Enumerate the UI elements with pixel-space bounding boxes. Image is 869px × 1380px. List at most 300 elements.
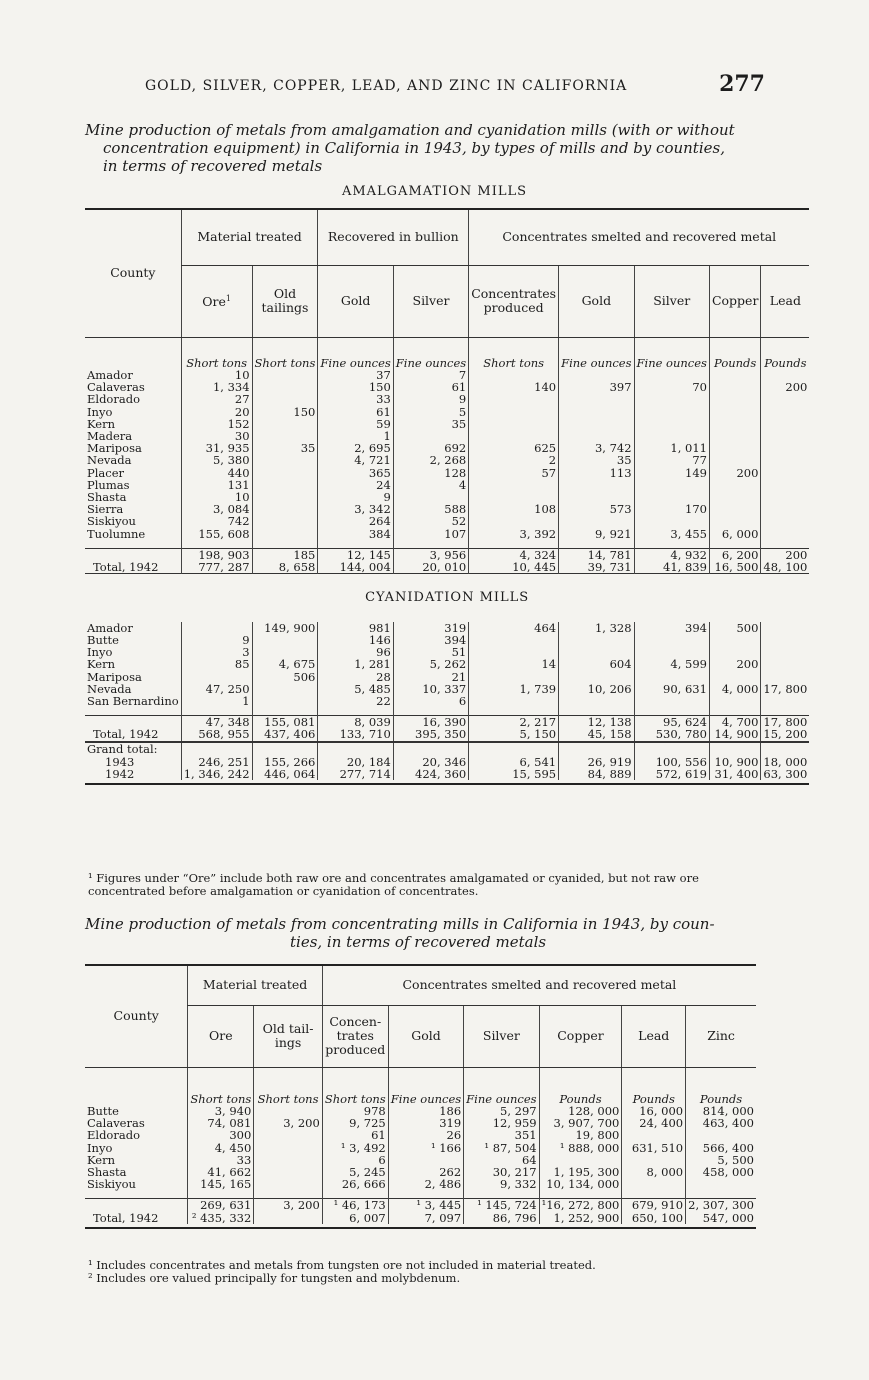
value-cell: 28 [318, 671, 393, 683]
value-cell: 692 [393, 442, 468, 454]
total-value: 7, 097 [388, 1212, 463, 1224]
value-cell: 52 [393, 515, 468, 527]
value-cell [469, 479, 559, 491]
value-cell: 2, 486 [388, 1178, 463, 1190]
units-row [85, 337, 809, 369]
county-cell: Eldorado [87, 1128, 140, 1143]
value-cell: 26, 919 [559, 756, 634, 768]
total-value: 12, 138 [559, 716, 634, 729]
copper-header: Copper [709, 265, 760, 337]
value-cell: 4, 450 [188, 1142, 254, 1154]
value-cell: 2, 268 [393, 454, 468, 466]
total-value: 155, 081 [252, 716, 318, 729]
unit-label: Pounds [622, 1067, 686, 1105]
county-cell: Calaveras [87, 380, 145, 395]
total-value: 14, 900 [709, 728, 760, 741]
value-cell: 1 [318, 430, 393, 442]
value-cell [709, 515, 760, 527]
value-cell [622, 1129, 686, 1141]
value-cell: 1, 281 [318, 658, 393, 670]
value-cell: 4, 675 [252, 658, 318, 670]
value-cell: 63, 300 [761, 768, 809, 780]
value-cell: 5, 245 [322, 1166, 388, 1178]
value-cell: 31, 935 [181, 442, 252, 454]
value-cell [559, 671, 634, 683]
amalgamation-row [85, 454, 809, 466]
value-cell: 262 [388, 1166, 463, 1178]
value-cell [252, 634, 318, 646]
value-cell: 35 [393, 418, 468, 430]
value-cell: 41, 662 [188, 1166, 254, 1178]
value-cell [761, 430, 809, 442]
county-cell: Madera [87, 429, 133, 444]
value-cell [761, 454, 809, 466]
value-cell: 4 [393, 479, 468, 491]
table-caption-1 [85, 121, 765, 175]
value-cell: 506 [252, 671, 318, 683]
value-cell: 2, 695 [318, 442, 393, 454]
concentrating-row [85, 1178, 756, 1190]
cyanidation-section-title: CYANIDATION MILLS [85, 574, 809, 622]
value-cell: 3, 907, 700 [539, 1117, 622, 1129]
value-cell: 7 [393, 369, 468, 381]
total-value: 8, 658 [252, 561, 318, 574]
value-cell [254, 1166, 323, 1178]
county-cell: Inyo [87, 1140, 113, 1155]
value-cell: 146 [318, 634, 393, 646]
value-cell: 3, 392 [469, 528, 559, 540]
value-cell: 20, 184 [318, 756, 393, 768]
value-cell: 572, 619 [634, 768, 709, 780]
value-cell: 61 [318, 406, 393, 418]
value-cell: 33 [318, 393, 393, 405]
value-cell [709, 406, 760, 418]
silver-header: Silver [393, 265, 468, 337]
value-cell: 463, 400 [686, 1117, 756, 1129]
value-cell: 128 [393, 467, 468, 479]
value-cell: 3, 455 [634, 528, 709, 540]
total-value: 41, 839 [634, 561, 709, 574]
value-cell [709, 454, 760, 466]
amalgamation-row [85, 503, 809, 515]
value-cell: 978 [322, 1105, 388, 1117]
value-cell: ¹ 888, 000 [539, 1142, 622, 1154]
total-value: 269, 631 [188, 1199, 254, 1212]
material-treated-header: Material treated [181, 209, 318, 265]
county-cell: Tuolumne [87, 526, 146, 541]
total-value: 4, 932 [634, 548, 709, 561]
total-value: 5, 150 [469, 728, 559, 741]
total-value: 4, 700 [709, 716, 760, 729]
zinc-header-2: Zinc [686, 1005, 756, 1067]
footnote-2 [88, 1259, 758, 1285]
county-cell: Mariposa [87, 669, 142, 684]
value-cell [252, 515, 318, 527]
value-cell: 30 [181, 430, 252, 442]
total-value: 185 [252, 548, 318, 561]
copper-header-2: Copper [539, 1005, 622, 1067]
value-cell: 1, 346, 242 [181, 768, 252, 780]
value-cell: 20, 346 [393, 756, 468, 768]
total-value: 2, 307, 300 [686, 1199, 756, 1212]
county-cell: Nevada [87, 681, 132, 696]
value-cell [686, 1129, 756, 1141]
value-cell [469, 634, 559, 646]
value-cell [252, 393, 318, 405]
value-cell: 57 [469, 467, 559, 479]
value-cell: 10, 206 [559, 683, 634, 695]
units-row-2 [85, 1067, 756, 1105]
value-cell: 61 [322, 1129, 388, 1141]
county-cell: Kern [87, 1152, 115, 1167]
cyanidation-row [85, 695, 809, 707]
total-value: 568, 955 [181, 728, 252, 741]
value-cell: 47, 250 [181, 683, 252, 695]
value-cell [469, 695, 559, 707]
value-cell: 440 [181, 467, 252, 479]
value-cell: 1 [181, 695, 252, 707]
value-cell: 128, 000 [539, 1105, 622, 1117]
footnote-1 [88, 872, 758, 898]
total-value [254, 1212, 323, 1224]
total-value: 3, 200 [254, 1199, 323, 1212]
county-cell: Placer [87, 465, 125, 480]
unit-label: Short tons [469, 337, 559, 369]
total-value: 86, 796 [464, 1212, 539, 1224]
value-cell: 155, 608 [181, 528, 252, 540]
value-cell: 12, 959 [464, 1117, 539, 1129]
caption-line: Mine production of metals from concentrating mills in California in 1943, by coun- [85, 915, 715, 933]
value-cell: 27 [181, 393, 252, 405]
value-cell [254, 1129, 323, 1141]
county-cell: Nevada [87, 453, 132, 468]
value-cell: 140 [469, 381, 559, 393]
county-header: County [85, 209, 181, 337]
total-value: 395, 350 [393, 728, 468, 741]
value-cell: 588 [393, 503, 468, 515]
value-cell: 31, 400 [709, 768, 760, 780]
county-cell: Siskiyou [87, 1177, 136, 1192]
total-value: 48, 100 [761, 561, 809, 574]
county-cell: Shasta [87, 1165, 127, 1180]
value-cell: 35 [559, 454, 634, 466]
value-cell: 3 [181, 646, 252, 658]
gold-recovered-header: Gold [559, 265, 634, 337]
lead-header-2: Lead [622, 1005, 686, 1067]
value-cell: 631, 510 [622, 1142, 686, 1154]
total-value: 777, 287 [181, 561, 252, 574]
grand-total-row [85, 756, 809, 768]
footnote-line: ¹ Includes concentrates and metals from tungsten ore not included in material treated. [88, 1258, 596, 1272]
total-value: 4, 324 [469, 548, 559, 561]
value-cell [709, 479, 760, 491]
value-cell: 9, 725 [322, 1117, 388, 1129]
amalgamation-row [85, 528, 809, 540]
value-cell: 9 [181, 634, 252, 646]
value-cell [634, 479, 709, 491]
total-value: 2, 217 [469, 716, 559, 729]
value-cell [634, 393, 709, 405]
value-cell: 2 [469, 454, 559, 466]
amalgamation-row [85, 479, 809, 491]
county-cell: San Bernardino [87, 693, 179, 708]
value-cell: 1, 328 [559, 622, 634, 634]
value-cell: 500 [709, 622, 760, 634]
value-cell: 319 [388, 1117, 463, 1129]
value-cell [634, 406, 709, 418]
county-cell: 1942 [105, 766, 135, 781]
value-cell [761, 418, 809, 430]
value-cell [252, 454, 318, 466]
concentrating-row [85, 1142, 756, 1154]
county-cell: Eldorado [87, 392, 140, 407]
total-value: 198, 903 [181, 548, 252, 561]
county-cell: Inyo [87, 404, 113, 419]
total-label: Total, 1942 [93, 560, 159, 575]
total-value: 15, 200 [761, 728, 809, 741]
unit-label: Fine ounces [393, 337, 468, 369]
value-cell: 3, 200 [254, 1117, 323, 1129]
old-tailings-header-2: Old tail-ings [254, 1005, 323, 1067]
silver-header-2: Silver [464, 1005, 539, 1067]
concentrates-group-header: Concentrates smelted and recovered metal [469, 209, 810, 265]
total-value: 530, 780 [634, 728, 709, 741]
value-cell: ¹ 3, 492 [322, 1142, 388, 1154]
value-cell [559, 695, 634, 707]
value-cell: 5, 485 [318, 683, 393, 695]
unit-label: Short tons [188, 1067, 254, 1105]
value-cell [709, 695, 760, 707]
total-value: 16, 500 [709, 561, 760, 574]
value-cell: 22 [318, 695, 393, 707]
value-cell: 59 [318, 418, 393, 430]
value-cell [709, 503, 760, 515]
total-value: 20, 010 [393, 561, 468, 574]
county-cell: Mariposa [87, 441, 142, 456]
total-value: 679, 910 [622, 1199, 686, 1212]
value-cell [559, 634, 634, 646]
unit-label: Pounds [761, 337, 809, 369]
grand-total-label-row: Grand total: [85, 742, 809, 756]
value-cell [252, 418, 318, 430]
value-cell: 149 [634, 467, 709, 479]
gold-header: Gold [318, 265, 393, 337]
value-cell [761, 479, 809, 491]
value-cell: 186 [388, 1105, 463, 1117]
value-cell [709, 393, 760, 405]
value-cell: 1, 011 [634, 442, 709, 454]
unit-label: Short tons [322, 1067, 388, 1105]
cyanidation-row [85, 634, 809, 646]
total-value: 547, 000 [686, 1212, 756, 1224]
county-cell: 1943 [105, 754, 135, 769]
value-cell: ¹ 166 [388, 1142, 463, 1154]
material-treated-header-2: Material treated [188, 965, 322, 1005]
value-cell [709, 491, 760, 503]
concentrating-total-1942-row [85, 1212, 756, 1224]
concentrating-row [85, 1129, 756, 1141]
old-tailings-header: Old tailings [252, 265, 318, 337]
total-value: 200 [761, 548, 809, 561]
value-cell: 424, 360 [393, 768, 468, 780]
value-cell: 107 [393, 528, 468, 540]
amalgamation-row [85, 515, 809, 527]
value-cell [559, 479, 634, 491]
value-cell [761, 671, 809, 683]
value-cell: 131 [181, 479, 252, 491]
amalgamation-section-title: AMALGAMATION MILLS [341, 184, 528, 199]
value-cell: 51 [393, 646, 468, 658]
value-cell [469, 418, 559, 430]
total-value: 144, 004 [318, 561, 393, 574]
total-value: 47, 348 [181, 716, 252, 729]
value-cell [709, 634, 760, 646]
unit-label: Pounds [686, 1067, 756, 1105]
value-cell [559, 393, 634, 405]
total-value: 437, 406 [252, 728, 318, 741]
page-number: 277 [719, 71, 765, 97]
value-cell [252, 479, 318, 491]
caption-line: Mine production of metals from amalgamation and cyanidation mills (with or without [85, 121, 735, 139]
value-cell: 85 [181, 658, 252, 670]
unit-label: Fine ounces [318, 337, 393, 369]
concentrates-produced-header-2: Concen-trates produced [322, 1005, 388, 1067]
value-cell: 150 [318, 381, 393, 393]
value-cell: 33 [188, 1154, 254, 1166]
amalgamation-row [85, 418, 809, 430]
value-cell: 19, 800 [539, 1129, 622, 1141]
value-cell: 170 [634, 503, 709, 515]
value-cell: 9, 921 [559, 528, 634, 540]
ore-header-2: Ore [188, 1005, 254, 1067]
value-cell [622, 1178, 686, 1190]
value-cell: 14 [469, 658, 559, 670]
value-cell [686, 1178, 756, 1190]
value-cell: 814, 000 [686, 1105, 756, 1117]
footnote-line: ² Includes ore valued principally for tungsten and molybdenum. [88, 1271, 461, 1285]
value-cell [559, 515, 634, 527]
value-cell: 9 [393, 393, 468, 405]
value-cell: 8, 000 [622, 1166, 686, 1178]
caption-line: ties, in terms of recovered metals [290, 933, 547, 951]
value-cell: 264 [318, 515, 393, 527]
county-cell: Inyo [87, 645, 113, 660]
cyanidation-total-1942-row [85, 728, 809, 741]
value-cell: 742 [181, 515, 252, 527]
value-cell [252, 369, 318, 381]
total-value: ¹16, 272, 800 [539, 1199, 622, 1212]
unit-label: Fine ounces [464, 1067, 539, 1105]
total-value: 133, 710 [318, 728, 393, 741]
county-header-2: County [85, 965, 188, 1067]
value-cell: 17, 800 [761, 683, 809, 695]
total-value: 39, 731 [559, 561, 634, 574]
value-cell: 566, 400 [686, 1142, 756, 1154]
value-cell: 200 [761, 381, 809, 393]
unit-label: Short tons [254, 1067, 323, 1105]
value-cell [761, 622, 809, 634]
county-cell: Kern [87, 416, 115, 431]
recovered-bullion-header: Recovered in bullion [318, 209, 469, 265]
total-label: Total, 1942 [93, 1210, 159, 1225]
total-value: 95, 624 [634, 716, 709, 729]
amalgamation-cyanidation-table [85, 208, 809, 785]
amalgamation-row [85, 406, 809, 418]
county-cell: Amador [87, 620, 133, 635]
value-cell: 64 [464, 1154, 539, 1166]
value-cell: 10 [181, 491, 252, 503]
value-cell: 145, 165 [188, 1178, 254, 1190]
value-cell: 21 [393, 671, 468, 683]
value-cell: 277, 714 [318, 768, 393, 780]
ore-header: Ore$^1$ [181, 265, 252, 337]
county-cell: Sierra [87, 502, 124, 517]
value-cell: 5, 500 [686, 1154, 756, 1166]
value-cell: 10 [181, 369, 252, 381]
county-cell: Butte [87, 1104, 119, 1118]
value-cell [709, 381, 760, 393]
value-cell: 74, 081 [188, 1117, 254, 1129]
value-cell [469, 671, 559, 683]
value-cell [252, 695, 318, 707]
amalgamation-row [85, 381, 809, 393]
value-cell: 15, 595 [469, 768, 559, 780]
value-cell [252, 467, 318, 479]
value-cell: 351 [464, 1129, 539, 1141]
value-cell [761, 646, 809, 658]
value-cell: 5, 380 [181, 454, 252, 466]
value-cell [634, 695, 709, 707]
value-cell: 464 [469, 622, 559, 634]
value-cell [634, 515, 709, 527]
value-cell: 394 [634, 622, 709, 634]
unit-label: Short tons [252, 337, 318, 369]
value-cell: 16, 000 [622, 1105, 686, 1117]
county-cell: Butte [87, 632, 119, 647]
value-cell: 6, 000 [709, 528, 760, 540]
silver-recovered-header: Silver [634, 265, 709, 337]
total-value: 45, 158 [559, 728, 634, 741]
value-cell: 3, 084 [181, 503, 252, 515]
value-cell: 4, 721 [318, 454, 393, 466]
value-cell: 200 [709, 467, 760, 479]
value-cell: 90, 631 [634, 683, 709, 695]
cyanidation-row [85, 683, 809, 695]
value-cell: 26, 666 [322, 1178, 388, 1190]
total-value: ¹ 46, 173 [322, 1199, 388, 1212]
total-value: ¹ 145, 724 [464, 1199, 539, 1212]
value-cell: 1, 739 [469, 683, 559, 695]
county-cell: Kern [87, 657, 115, 672]
value-cell: 604 [559, 658, 634, 670]
amalgamation-total-1942-row [85, 561, 809, 574]
county-cell: Calaveras [87, 1116, 145, 1131]
total-value: 10, 445 [469, 561, 559, 574]
value-cell [559, 418, 634, 430]
county-cell: Amador [87, 368, 133, 382]
value-cell [634, 671, 709, 683]
table-caption-2 [85, 915, 765, 951]
value-cell: 5 [393, 406, 468, 418]
value-cell [469, 406, 559, 418]
concentrates-group-header-2: Concentrates smelted and recovered metal [322, 965, 756, 1005]
lead-header: Lead [761, 265, 809, 337]
value-cell: 30, 217 [464, 1166, 539, 1178]
unit-label: Fine ounces [634, 337, 709, 369]
unit-label: Pounds [709, 337, 760, 369]
total-value: 16, 390 [393, 716, 468, 729]
value-cell [761, 695, 809, 707]
